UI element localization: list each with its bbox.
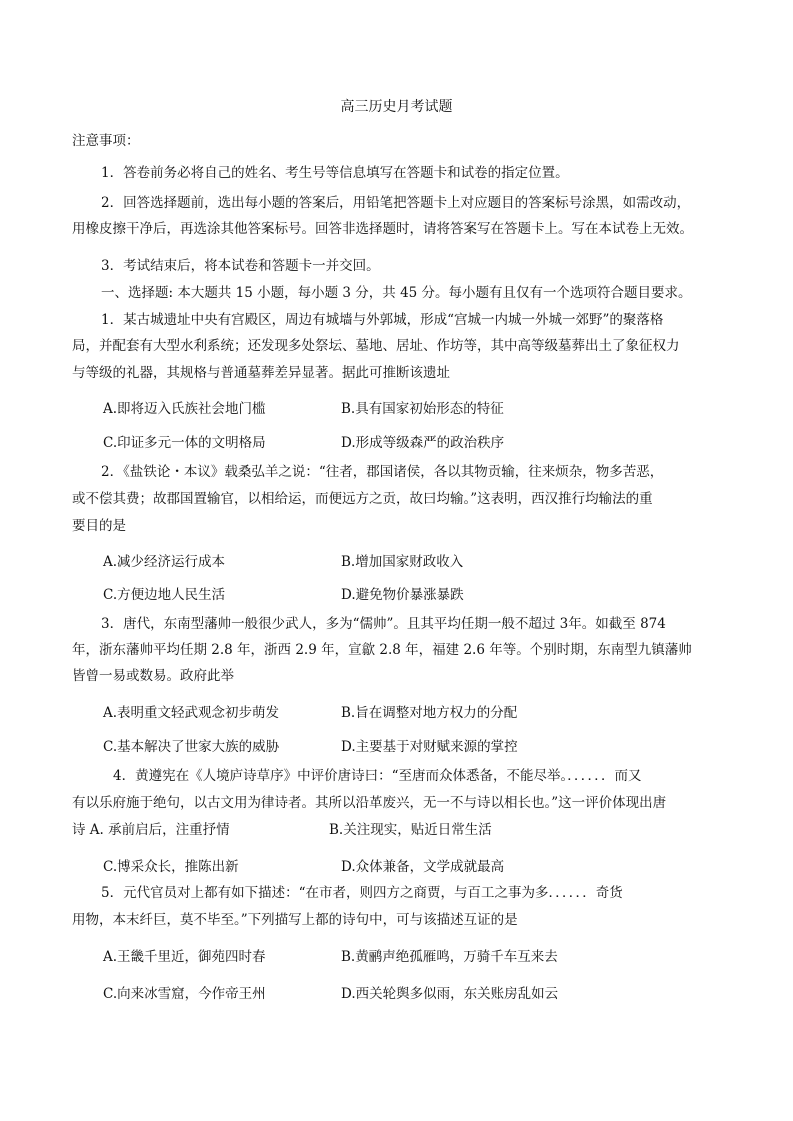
- q1-option-b: B.具有国家初始形态的特征: [341, 401, 504, 417]
- q2-line-2: 或不偿其费；故郡国置输官，以相给运，而便远方之贡，故曰均输。”这表明，西汉推行均输法的重: [72, 491, 653, 507]
- notice-3: 3．考试结束后，将本试卷和答题卡一并交回。: [101, 258, 380, 274]
- q3-line-3: 皆曾一易或数易。政府此举: [72, 668, 234, 684]
- q3-option-c: C.基本解决了世家大族的威胁: [103, 739, 280, 755]
- q4-line-2: 有以乐府施于绝句，以古文用为律诗者。其所以沿革废兴，无一不与诗以相长也。”这一评价体现出唐: [72, 795, 667, 811]
- section-heading: 一、选择题: 本大题共 15 小题，每小题 3 分，共 45 分。每小题有且仅有一个选项符合题目要求。: [101, 285, 692, 301]
- q1-option-a: A.即将迈入氏族社会地门槛: [103, 401, 266, 417]
- notice-heading: 注意事项：: [72, 133, 140, 149]
- q5-line-2: 用物，本末纤巨，莫不毕至。”下列描写上都的诗句中，可与该描述互证的是: [72, 912, 518, 928]
- q4-line-1: 4．黄遵宪在《人境庐诗草序》中评价唐诗曰：“至唐而众体悉备，不能尽举。．．．．．．而又: [113, 768, 642, 784]
- q1-line-2: 局，并配套有大型水利系统；还发现多处祭坛、墓地、居址、作坊等，其中高等级墓葬出土了象征权力: [72, 338, 680, 354]
- q4-option-d: D.众体兼备，文学成就最高: [341, 859, 505, 875]
- q3-option-b: B.旨在调整对地方权力的分配: [341, 705, 518, 721]
- q2-option-d: D.避免物价暴涨暴跌: [341, 587, 464, 603]
- q2-option-b: B.增加国家财政收入: [341, 554, 464, 570]
- notice-2-cont: 用橡皮擦干净后，再选涂其他答案标号。回答非选择题时，请将答案写在答题卡上。写在本试卷上无效。: [72, 221, 693, 237]
- q1-option-d: D.形成等级森严的政治秩序: [341, 435, 505, 451]
- q1-option-c: C.印证多元一体的文明格局: [103, 435, 266, 451]
- q2-line-3: 要目的是: [72, 518, 126, 534]
- q4-line-3: 诗 A. 承前启后，注重抒情: [72, 822, 230, 838]
- q1-line-3: 与等级的礼器，其规格与普通墓葬差异显著。据此可推断该遗址: [72, 365, 450, 381]
- q5-option-a: A.王畿千里近，御苑四时春: [103, 949, 266, 965]
- q3-option-d: D.主要基于对财赋来源的掌控: [341, 739, 518, 755]
- notice-2: 2．回答选择题前，选出每小题的答案后，用铅笔把答题卡上对应题目的答案标号涂黑，如需改动，: [101, 195, 691, 211]
- q4-option-b: B.关注现实，贴近日常生活: [329, 822, 492, 838]
- q3-line-2: 年，浙东藩帅平均任期 2.8 年，浙西 2.9 年，宣歙 2.8 年，福建 2.6 年等。个别时期，东南型九镇藩帅: [72, 642, 692, 658]
- q5-option-c: C.向来冰雪窟，今作帝王州: [103, 986, 266, 1002]
- q5-option-d: D.西关轮舆多似雨，东关账房乱如云: [341, 986, 559, 1002]
- q3-line-1: 3．唐代，东南型藩帅一般很少武人，多为“儒帅”。且其平均任期一般不超过 3年。如截至 874: [101, 616, 666, 632]
- notice-1: 1．答卷前务必将自己的姓名、考生号等信息填写在答题卡和试卷的指定位置。: [101, 165, 569, 181]
- q2-option-c: C.方便边地人民生活: [103, 587, 226, 603]
- q2-option-a: A.减少经济运行成本: [103, 554, 226, 570]
- q1-line-1: 1．某古城遗址中央有宫殿区，周边有城墙与外郭城，形成“宫城一内城一外城一郊野”的聚落格: [101, 312, 664, 328]
- page-title: 高三历史月考试题: [340, 99, 453, 115]
- q4-option-c: C.博采众长，推陈出新: [103, 859, 239, 875]
- q5-line-1: 5．元代官员对上都有如下描述：“在市者，则四方之商贾，与百工之事为多．．．．．．奇货: [101, 885, 623, 901]
- q3-option-a: A.表明重文轻武观念初步萌发: [103, 705, 280, 721]
- q5-option-b: B.黄鹂声绝孤雁鸣，万骑千车互来去: [341, 949, 558, 965]
- q2-line-1: 2．《盐铁论・本议》载桑弘羊之说：“往者，郡国诸侯，各以其物贡输，往来烦杂，物多苦恶，: [101, 464, 664, 480]
